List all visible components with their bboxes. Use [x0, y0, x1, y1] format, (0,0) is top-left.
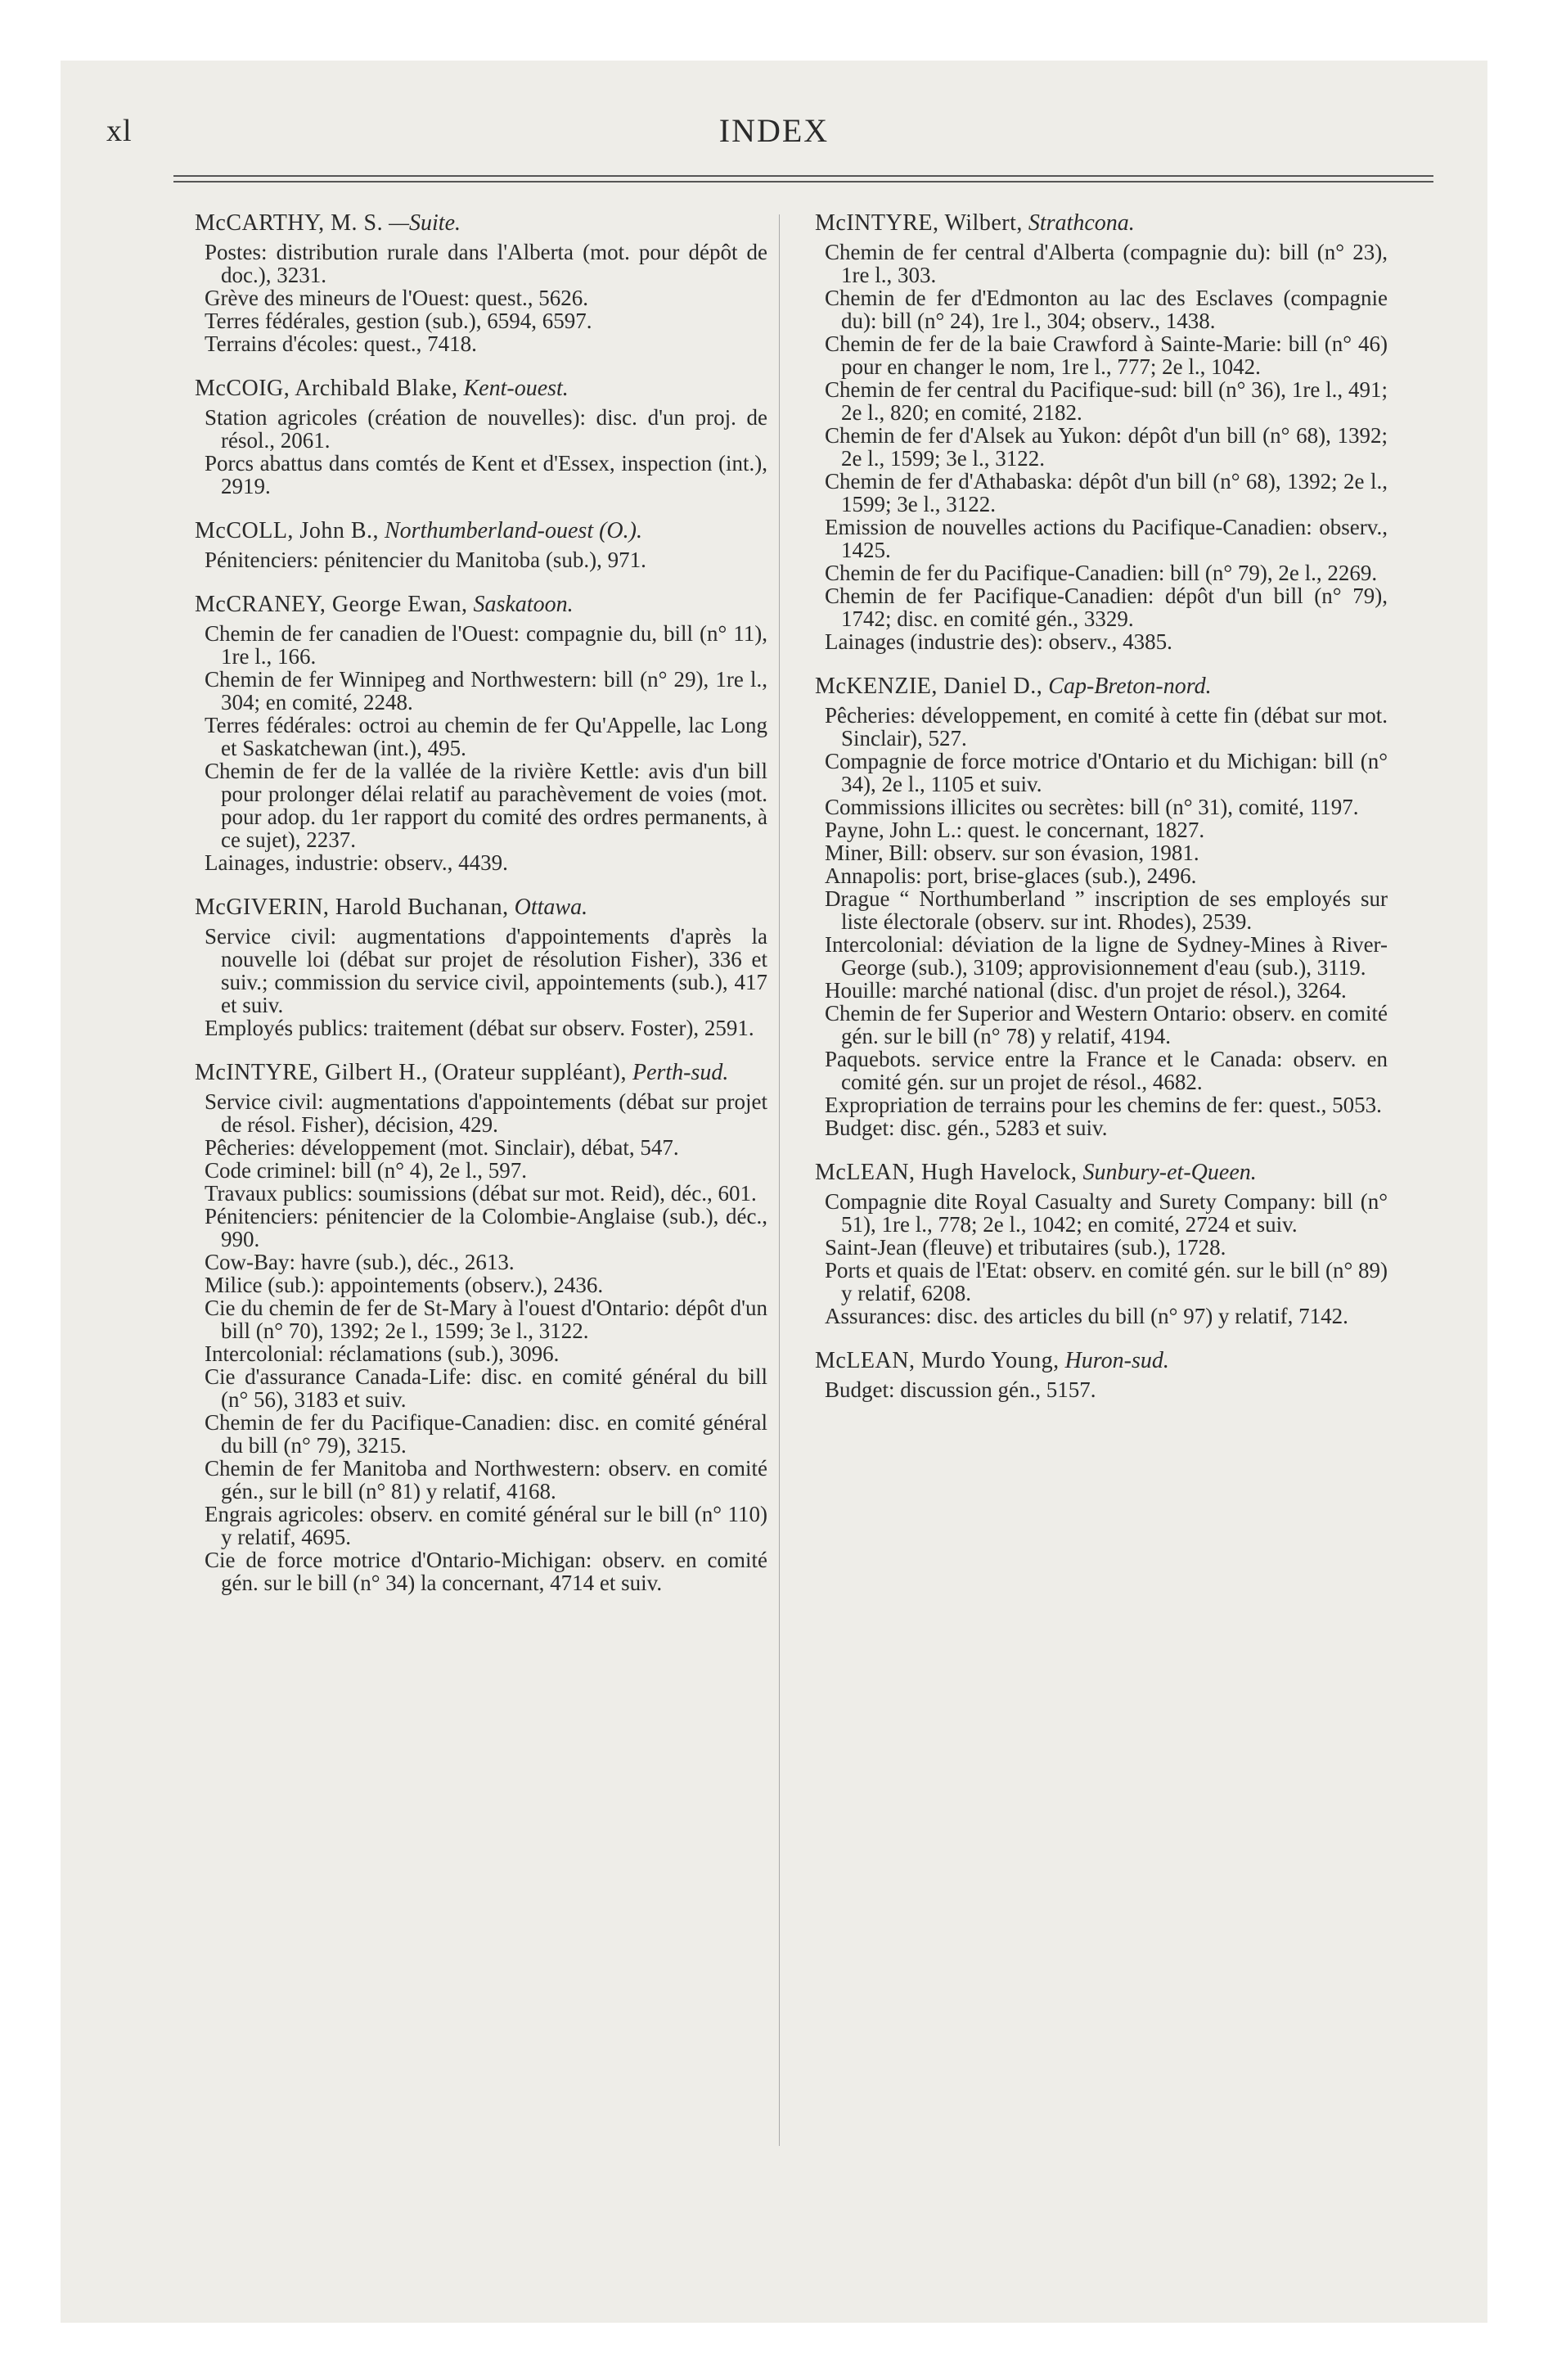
subject-line: Chemin de fer Manitoba and Northwestern: observ. en comité gén., sur le bill (n° 81) y relatif, 4168.	[205, 1456, 767, 1503]
constituency: Perth-sud.	[632, 1060, 729, 1085]
constituency: Huron-sud.	[1064, 1348, 1169, 1373]
subject-line: Terres fédérales: octroi au chemin de fer Qu'Appelle, lac Long et Saskatchewan (int.), 495.	[205, 713, 767, 760]
subject-line: Budget: disc. gén., 5283 et suiv.	[825, 1116, 1108, 1140]
subject-line: Cie du chemin de fer de St-Mary à l'ouest d'Ontario: dépôt d'un bill (n° 70), 1392; 2e l., 1599; 3e l., 3122.	[205, 1296, 767, 1343]
subject-line: Annapolis: port, brise-glaces (sub.), 2496.	[825, 863, 1197, 888]
member-name: McCRANEY, George Ewan,	[195, 592, 468, 617]
subject-line: Chemin de fer Pacifique-Canadien: dépôt d'un bill (n° 79), 1742; disc. en comité gén., 3329.	[825, 584, 1388, 631]
subject-line: Milice (sub.): appointements (observ.), 2436.	[205, 1273, 604, 1297]
subject-line: Employés publics: traitement (débat sur observ. Foster), 2591.	[205, 1016, 754, 1040]
subject-line: Terrains d'écoles: quest., 7418.	[205, 331, 477, 356]
subject-line: Pénitenciers: pénitencier de la Colombie-Anglaise (sub.), déc., 990.	[205, 1204, 767, 1251]
subject-line: Porcs abattus dans comtés de Kent et d'Essex, inspection (int.), 2919.	[205, 451, 767, 498]
page-number: xl	[106, 114, 133, 148]
subject-line: Chemin de fer de la baie Crawford à Sainte-Marie: bill (n° 46) pour en changer le nom, 1re l., 777; 2e l., 1042.	[825, 331, 1388, 379]
index-entry	[195, 895, 767, 1039]
subject-line: Chemin de fer d'Athabaska: dépôt d'un bill (n° 68), 1392; 2e l., 1599; 3e l., 3122.	[825, 469, 1388, 516]
subject-line: Expropriation de terrains pour les chemins de fer: quest., 5053.	[825, 1093, 1382, 1117]
subject-line: Houille: marché national (disc. d'un projet de résol.), 3264.	[825, 978, 1347, 1003]
entry-heading	[815, 1161, 1388, 1185]
constituency: Sunbury-et-Queen.	[1082, 1160, 1257, 1185]
entry-heading	[195, 376, 767, 401]
subject-line: Emission de nouvelles actions du Pacifique-Canadien: observ., 1425.	[825, 515, 1388, 562]
entry-heading	[815, 674, 1388, 699]
subject-line: Service civil: augmentations d'appointements d'après la nouvelle loi (débat sur projet de résolution Fisher), 336 et suiv.; commission du service civil, appointements (sub.), 417 et suiv.	[205, 924, 767, 1017]
subject-line: Pêcheries: développement (mot. Sinclair), débat, 547.	[205, 1135, 679, 1160]
constituency: Strathcona.	[1028, 210, 1135, 236]
subject-line: Chemin de fer central d'Alberta (compagnie du): bill (n° 23), 1re l., 303.	[825, 240, 1388, 287]
subject-line: Chemin de fer du Pacifique-Canadien: bill (n° 79), 2e l., 2269.	[825, 561, 1378, 585]
subject-line: Grève des mineurs de l'Ouest: quest., 5626.	[205, 286, 589, 310]
constituency: —Suite.	[389, 210, 461, 236]
subject-line: Code criminel: bill (n° 4), 2e l., 597.	[205, 1158, 527, 1183]
index-entry	[195, 376, 767, 498]
subject-line: Chemin de fer Superior and Western Ontario: observ. en comité gén. sur le bill (n° 78) y relatif, 4194.	[825, 1001, 1388, 1048]
index-entry	[195, 519, 767, 571]
subject-line: Commissions illicites ou secrètes: bill (n° 31), comité, 1197.	[825, 795, 1359, 819]
constituency: Cap-Breton-nord.	[1048, 674, 1212, 699]
subject-line: Intercolonial: déviation de la ligne de Sydney-Mines à River-George (sub.), 3109; approvisionnement d'eau (sub.), 3119.	[825, 932, 1388, 980]
index-entry	[815, 211, 1388, 653]
index-entry	[195, 1061, 767, 1594]
subject-line: Chemin de fer canadien de l'Ouest: compagnie du, bill (n° 11), 1re l., 166.	[205, 621, 767, 669]
member-name: McINTYRE, Wilbert,	[815, 210, 1023, 236]
member-name: McCOLL, John B.,	[195, 518, 379, 543]
member-name: McCARTHY, M. S.	[195, 210, 384, 236]
index-entry	[815, 1161, 1388, 1327]
constituency: Northumberland-ouest (O.).	[385, 518, 642, 543]
constituency: Saskatoon.	[473, 592, 574, 617]
subject-line: Chemin de fer d'Alsek au Yukon: dépôt d'un bill (n° 68), 1392; 2e l., 1599; 3e l., 3122.	[825, 423, 1388, 471]
subject-line: Chemin de fer de la vallée de la rivière Kettle: avis d'un bill pour prolonger délai relatif au parachèvement de voies (mot. pour adop. du 1er rapport du comité des ordres permanents, à ce sujet), 2237.	[205, 759, 767, 852]
member-name: McLEAN, Hugh Havelock,	[815, 1160, 1078, 1185]
subject-line: Miner, Bill: observ. sur son évasion, 1981.	[825, 841, 1199, 865]
subject-line: Chemin de fer d'Edmonton au lac des Esclaves (compagnie du): bill (n° 24), 1re l., 304; observ., 1438.	[825, 286, 1388, 333]
subject-line: Payne, John L.: quest. le concernant, 1827.	[825, 818, 1205, 842]
index-entry	[815, 1349, 1388, 1401]
entry-heading	[815, 211, 1388, 236]
index-entry	[195, 593, 767, 874]
subject-line: Terres fédérales, gestion (sub.), 6594, 6597.	[205, 309, 592, 333]
subject-line: Station agricoles (création de nouvelles): disc. d'un proj. de résol., 2061.	[205, 405, 767, 453]
entry-heading	[195, 1061, 767, 1085]
subject-line: Drague “ Northumberland ” inscription de ses employés sur liste électorale (observ. sur int. Rhodes), 2539.	[825, 886, 1388, 934]
header-rule	[173, 175, 1433, 177]
entry-heading	[195, 895, 767, 920]
subject-line: Postes: distribution rurale dans l'Alberta (mot. pour dépôt de doc.), 3231.	[205, 240, 767, 287]
running-head: INDEX	[718, 112, 830, 149]
right-column	[815, 211, 1388, 1422]
subject-line: Cie d'assurance Canada-Life: disc. en comité général du bill (n° 56), 3183 et suiv.	[205, 1364, 767, 1412]
subject-line: Service civil: augmentations d'appointements (débat sur projet de résol. Fisher), décision, 429.	[205, 1089, 767, 1137]
subject-line: Assurances: disc. des articles du bill (n° 97) y relatif, 7142.	[825, 1304, 1348, 1328]
member-name: McKENZIE, Daniel D.,	[815, 674, 1043, 699]
subject-line: Compagnie dite Royal Casualty and Surety Company: bill (n° 51), 1re l., 778; 2e l., 1042; en comité, 2724 et suiv.	[825, 1189, 1388, 1237]
header-rule	[173, 181, 1433, 183]
subject-line: Ports et quais de l'Etat: observ. en comité gén. sur le bill (n° 89) y relatif, 6208.	[825, 1258, 1388, 1305]
subject-line: Cie de force motrice d'Ontario-Michigan: observ. en comité gén. sur le bill (n° 34) la concernant, 4714 et suiv.	[205, 1548, 767, 1595]
subject-line: Chemin de fer central du Pacifique-sud: bill (n° 36), 1re l., 491; 2e l., 820; en comité, 2182.	[825, 377, 1388, 425]
subject-line: Chemin de fer du Pacifique-Canadien: disc. en comité général du bill (n° 79), 3215.	[205, 1410, 767, 1458]
subject-line: Lainages (industrie des): observ., 4385.	[825, 629, 1172, 654]
member-name: McGIVERIN, Harold Buchanan,	[195, 895, 509, 920]
subject-line: Chemin de fer Winnipeg and Northwestern: bill (n° 29), 1re l., 304; en comité, 2248.	[205, 667, 767, 714]
constituency: Ottawa.	[514, 895, 588, 920]
index-entry	[815, 674, 1388, 1139]
subject-line: Paquebots. service entre la France et le Canada: observ. en comité gén. sur un projet de résol., 4682.	[825, 1047, 1388, 1094]
subject-line: Saint-Jean (fleuve) et tributaires (sub.), 1728.	[825, 1235, 1226, 1260]
member-name: McCOIG, Archibald Blake,	[195, 376, 458, 401]
entry-heading	[195, 593, 767, 617]
subject-line: Cow-Bay: havre (sub.), déc., 2613.	[205, 1250, 515, 1274]
constituency: Kent-ouest.	[463, 376, 569, 401]
member-name: McLEAN, Murdo Young,	[815, 1348, 1060, 1373]
subject-line: Pénitenciers: pénitencier du Manitoba (sub.), 971.	[205, 548, 646, 572]
column-divider	[779, 214, 780, 2146]
subject-line: Intercolonial: réclamations (sub.), 3096.	[205, 1341, 560, 1366]
subject-line: Engrais agricoles: observ. en comité général sur le bill (n° 110) y relatif, 4695.	[205, 1502, 767, 1549]
entry-heading	[195, 211, 767, 236]
entry-heading	[195, 519, 767, 543]
subject-line: Budget: discussion gén., 5157.	[825, 1377, 1096, 1402]
index-entry	[195, 211, 767, 355]
subject-line: Lainages, industrie: observ., 4439.	[205, 850, 508, 875]
subject-line: Compagnie de force motrice d'Ontario et du Michigan: bill (n° 34), 2e l., 1105 et suiv.	[825, 749, 1388, 796]
subject-line: Pêcheries: développement, en comité à cette fin (débat sur mot. Sinclair), 527.	[825, 703, 1388, 751]
subject-line: Travaux publics: soumissions (débat sur mot. Reid), déc., 601.	[205, 1181, 757, 1206]
left-column	[195, 211, 767, 1616]
entry-heading	[815, 1349, 1388, 1373]
member-name: McINTYRE, Gilbert H., (Orateur suppléant),	[195, 1060, 627, 1085]
